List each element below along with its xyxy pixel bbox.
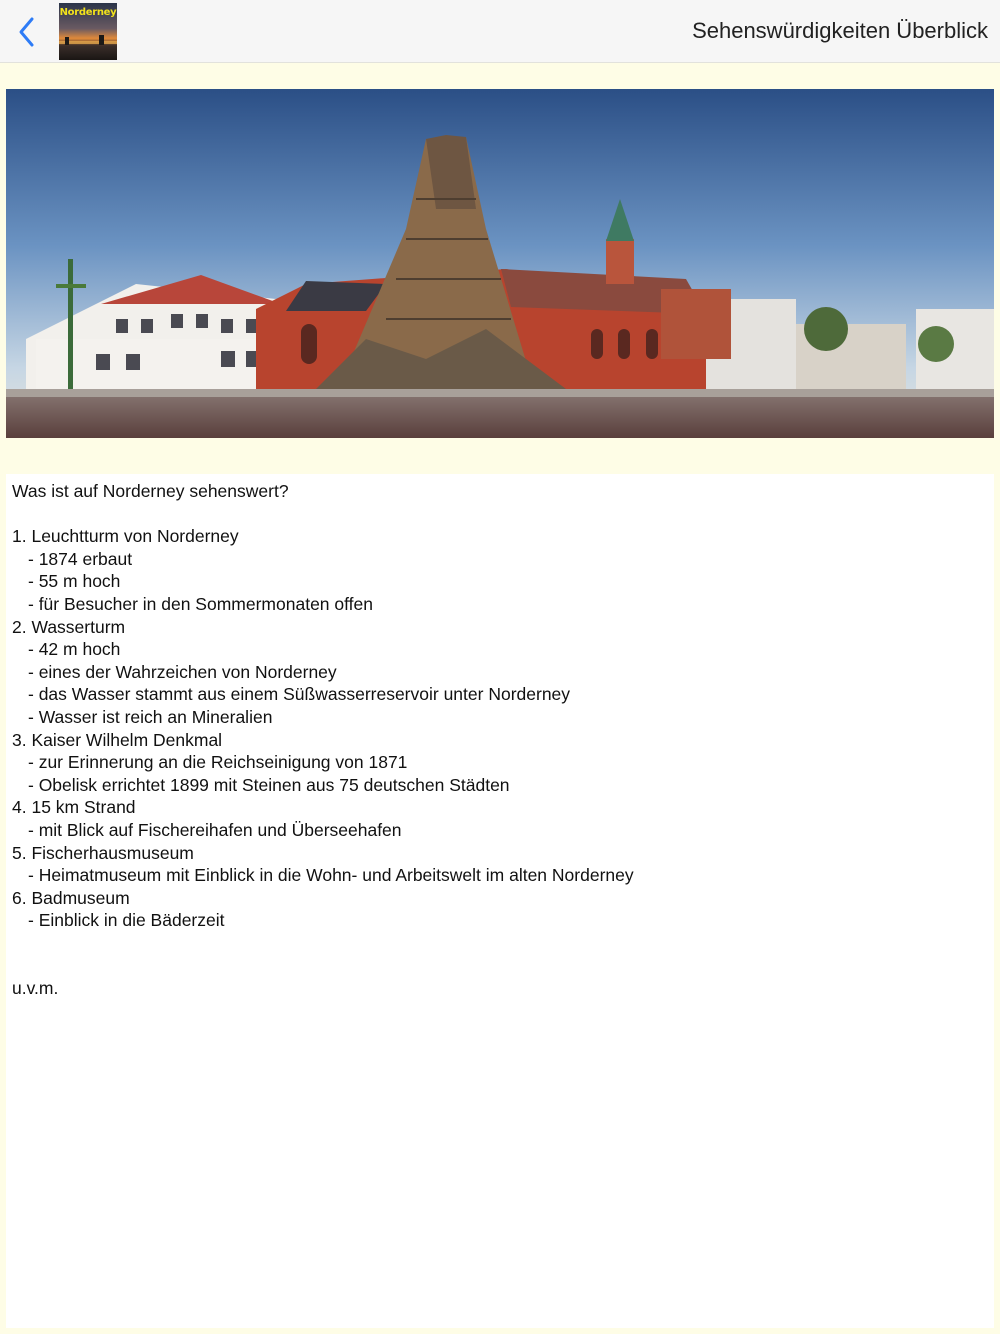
list-item-title: 3. Kaiser Wilhelm Denkmal: [12, 729, 223, 750]
list-item-detail: - das Wasser stammt aus einem Süßwasserreservoir unter Norderney: [28, 684, 571, 705]
back-button[interactable]: [10, 12, 44, 52]
sights-text: [12, 480, 972, 1000]
thumbnail-label: Norderney: [59, 7, 117, 18]
list-item-title: 6. Badmuseum: [12, 887, 130, 908]
app-thumbnail[interactable]: [59, 3, 117, 60]
list-item-detail: - Heimatmuseum mit Einblick in die Wohn- und Arbeitswelt im alten Norderney: [28, 865, 634, 886]
hero-image: [6, 89, 994, 438]
list-item-detail: - Obelisk errichtet 1899 mit Steinen aus 75 deutschen Städten: [28, 774, 510, 795]
list-item-detail: - für Besucher in den Sommermonaten offen: [28, 593, 374, 614]
chevron-left-icon: [17, 16, 37, 48]
list-item-detail: - Einblick in die Bäderzeit: [28, 910, 225, 931]
content-heading: Was ist auf Norderney sehenswert?: [12, 481, 289, 501]
list-item-detail: - 1874 erbaut: [28, 548, 133, 569]
list-item-detail: - 42 m hoch: [28, 639, 121, 660]
navigation-bar: [0, 0, 1000, 63]
list-item-detail: - 55 m hoch: [28, 571, 121, 592]
list-item-detail: - zur Erinnerung an die Reichseinigung von 1871: [28, 752, 408, 773]
list-item-detail: - eines der Wahrzeichen von Norderney: [28, 661, 337, 682]
list-item-detail: - mit Blick auf Fischereihafen und Überseehafen: [28, 819, 402, 840]
list-item-title: 1. Leuchtturm von Norderney: [12, 526, 239, 547]
content-panel: [6, 474, 994, 1328]
kaiser-wilhelm-monument-photo: [6, 89, 994, 438]
list-item-title: 5. Fischerhausmuseum: [12, 842, 194, 863]
content-footer: u.v.m.: [12, 978, 59, 999]
page-title: Sehenswürdigkeiten Überblick: [692, 18, 988, 43]
list-item-title: 2. Wasserturm: [12, 616, 126, 637]
list-item-title: 4. 15 km Strand: [12, 797, 136, 818]
list-item-detail: - Wasser ist reich an Mineralien: [28, 706, 273, 727]
